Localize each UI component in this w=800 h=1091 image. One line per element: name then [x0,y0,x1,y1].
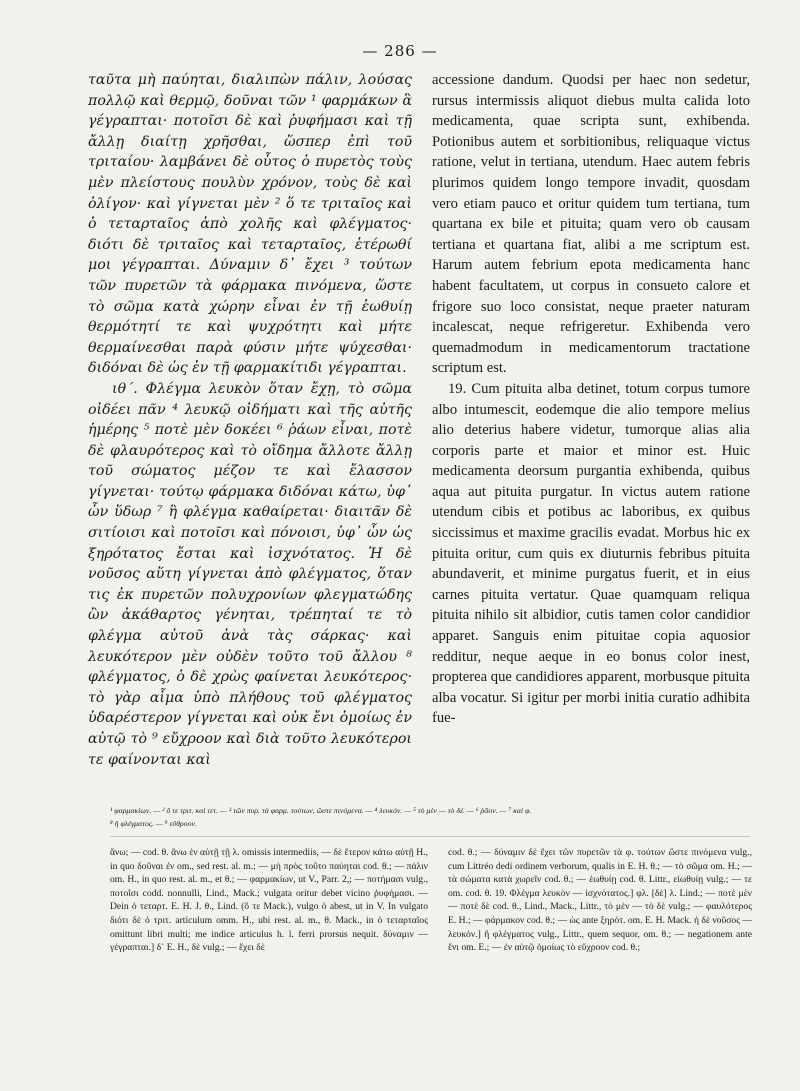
latin-paragraph: accessione dandum. Quodsi per haec non sedetur, rursus intermissis aliquot diebus multa calida loto medicamenta, quae scripta sunt, exhibenda. Potionibus autem et sorbitionibus, reliquaque victus ratione, velut in tertiana, utendum. Haec autem febris plurimos quidem longo tempore invadit, quosdam vero etiam pauco et oritur quidem tum tertiana, tum quartana ex bile et pituita; quam vero ob causam tertiana et quartana fiat, alibi a me scriptum est. Harum autem febrium epota medicamenta hanc habent facultatem, ut corpus in consueto calore et frigore suo loco consistat, neque praeter naturam incalescat, neque refrigeretur. Exhibenda vero quemadmodum in medicamentorum tractatione scriptum est. [432,72,750,377]
greek-paragraph: ταῦτα μὴ παύηται, διαλιπὼν πάλιν, λούσας πολλῷ καὶ θερμῷ, δοῦναι τῶν ¹ φαρμάκων ἃ γέγραπται· ποτοῖσι δὲ καὶ ῥυφήμασι καὶ τῇ ἄλλῃ διαίτῃ χρῆσθαι, ὥσπερ ἐπὶ τοῦ τριταίου· λαμβάνει δὲ οὗτος ὁ πυρετὸς τοὺς μὲν πλείστους πουλὺν χρόνον, τοὺς δὲ καὶ ὀλίγον· καὶ γίγνεται μὲν ² ὅ τε τριταῖος καὶ ὁ τεταρταῖος ἀπὸ χολῆς καὶ φλέγματος· διότι δὲ τριταῖος καὶ τεταρταῖος, ἑτέρωθί μοι γέγραπται. Δύναμιν δ᾽ ἔχει ³ τούτων τῶν πυρετῶν τὰ φάρμακα πινόμενα, ὥστε τὸ σῶμα κατὰ χώρην εἶναι ἐν τῇ ἑωθυίῃ θερμότητί τε καὶ ψυχρότητι καὶ μήτε θερμαίνεσθαι παρὰ φύσιν μήτε ψύχεσθαι· διδόναι δὲ ὡς ἐν τῇ φαρμακίτιδι γέγραπται. [88,72,412,377]
latin-text-column [432,70,750,729]
greek-text-column [88,70,412,770]
page-number: — 286 — [362,42,438,60]
footnote-line: ¹ φαρμακίων. — ² ὅ τε τριτ. καὶ τετ. — ³ τῶν πυρ. τὰ φαρμ. τούτων, ὥστε πινόμενα. — ⁴ λευκόν. — ⁵ τὸ μὲν — τὸ δέ. — ⁶ ῥᾶον. — ⁷ καὶ φ. [110,806,532,815]
greek-paragraph: ιθ΄. Φλέγμα λευκὸν ὅταν ἔχῃ, τὸ σῶμα οἰδέει πᾶν ⁴ λευκῷ οἰδήματι καὶ τῆς αὐτῆς ἡμέρης ⁵ ποτὲ μὲν δοκέει ⁶ ῥάων εἶναι, ποτὲ δὲ φλαυρότερος καὶ τὸ οἴδημα ἄλλοτε ἄλλῃ τοῦ σώματος μέζον τε καὶ ἔλασσον γίγνεται· τούτῳ φάρμακα διδόναι κάτω, ὑφ᾽ ὧν ὕδωρ ⁷ ἢ φλέγμα καθαίρεται· διαιτᾶν δὲ σιτίοισι καὶ ποτοῖσι καὶ πόνοισι, ὑφ᾽ ὧν ὡς ξηρότατος ἔσται καὶ ἰσχνότατος. Ἡ δὲ νοῦσος αὕτη γίγνεται ἀπὸ φλέγματος, ὅταν τις ἐκ πυρετῶν πολυχρονίων φλεγματώδης ὢν ἀκάθαρτος γένηται, τρέπηταί τε τὸ φλέγμα αὐτοῦ ἀνὰ τὰς σάρκας· καὶ λευκότερον μὲν οὐδὲν τοῦτο τοῦ ἄλλου ⁸ φλέγματος, ὁ δὲ χρὼς φαίνεται λευκότερος· τὸ γὰρ αἷμα ὑπὸ πλήθους τοῦ φλέγματος ὑδαρέστερον γίγνεται καὶ οὐκ ἔνι ὁμοίως ἐν αὐτῷ τὸ ⁹ εὔχροον καὶ διὰ τοῦτο λευκότεροι τε φαίνονται καὶ [88,380,412,768]
footnote-divider [110,836,750,837]
critical-apparatus-left: ἄνω; — cod. θ. ἄνω ἐν αὐτῇ τῇ λ. omissis intermediis, — δὲ ἕτερον κάτω αὐτῇ H., in quo δοῦναι ἐν om., sed rest. al. m.; — μὴ πρὸς τοῦτο παύηται cod. θ.; — πάλιν om. H., in quo rest. al. m., et θ.; — φαρμακίων, ut V., Parr. 2,; — ποτήμασι vulg., ποτοῖσι codd. nonnulli, Lind., Mack.; vulgata oritur debet vicino ῥυφήμασι. — Dein ὁ τεταρτ. E. H. J. θ., Lind. (ὅ τε Mack.), vulgo ὁ abest, ut in V. In vulgato διότι δὲ ὁ τριτ. articulum omm. H., ubi rest. al. m., θ. Mack., in ὁ τεταρταῖος omittunt libri multi; me indice articulus h. l. ferri prorsus nequit. δύναμιν — γέγραπται.] δ᾽ E. H., δὲ vulg.; — ἔχει δὲ [110,847,428,954]
critical-apparatus-right: cod. θ.; — δύναμιν δὲ ἔχει τῶν πυρετῶν τὰ φ. τούτων ὥστε πινόμενα vulg., cum Littréo dedi ordinem verborum, qualis in E. H. θ.; — τὸ σῶμα om. H.; — τὰ σώματα κατὰ χωρεῖν cod. θ.; — ἑωθυίῃ cod. θ. Littr., εἰωθυίῃ vulg.; — τε om. cod. θ. 19. Φλέγμα λευκὸν — ἰσχνότατος.] φλ. [δὲ] λ. Lind.; — ποτὲ μὲν — ποτὲ δὲ cod. θ., Lind., Mack., Littr., τὸ μὲν — τὸ δὲ vulg.; — φαυλότερος E. H.; — φάρμακον cod. θ.; — ὡς ante ξηρότ. om. E. H. Mack. ἡ δὲ νοῦσος — λευκόν.] ἢ φλέγματος vulg., Littr., quem sequor, om. θ.; — negationem ante ἔνι om. E.; — ἐν αὐτῷ ὁμοίως τὸ εὔχροον cod. θ.; [448,847,752,954]
latin-paragraph: 19. Cum pituita alba detinet, totum corpus tumore albo intumescit, eodemque die alio tempore melius alio deterius habere videtur, tumorque alias alia corporis parte et maior et minor est. Huic medicamenta deorsum purgantia exhibenda, quibus aqua aut pituita purgatur. In victus autem ratione utendum cibis et potibus ac laboribus, ex quibus siccissimus et maxime gracilis evadat. Morbus hic ex pituita oritur, cum quis ex diuturnis febribus pituita abundaverit, et minime purgatus fuerit, et in eius carnes pituita vertatur. Quae quamquam reliqua pituita nihilo sit albidior, cutis tamen color candidior apparet. Sanguis enim pituitae copia aquosior redditur, neque aeque in eo bonus color inest, propterea que candidiores apparent, morbusque pituita alba vocatur. Si igitur per morbi initia curatio adhibita fue- [432,380,750,727]
footnote-line: ⁸ ἢ φλέγματος. — ⁹ εὔθροον. [110,819,197,828]
footnotes [110,804,750,830]
